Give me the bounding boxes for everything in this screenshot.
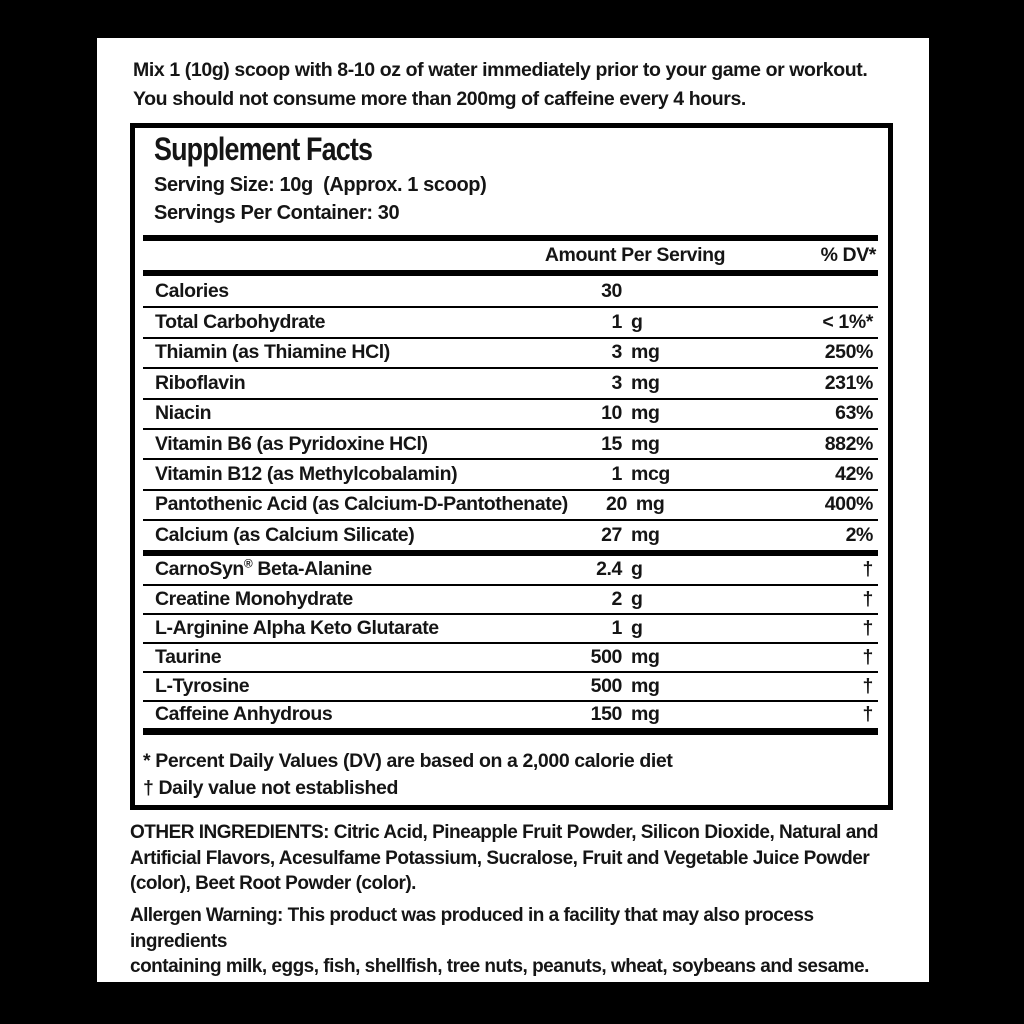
row-amount-number: 2 [611, 588, 622, 611]
allergen-warning [130, 903, 915, 980]
row-label: Total Carbohydrate [155, 311, 326, 334]
other-ingredients-line3: (color), Beet Root Powder (color). [130, 873, 416, 895]
row-label: Pantothenic Acid (as Calcium-D-Pantothenate) [155, 493, 568, 516]
usage-directions-line2: You should not consume more than 200mg of caffeine every 4 hours. [133, 87, 746, 110]
row-daily-value: < 1%* [822, 311, 873, 334]
row-amount-unit: mg [631, 523, 660, 546]
row-daily-value: 63% [835, 402, 873, 425]
row-amount-number: 30 [601, 279, 622, 302]
table-header-row [143, 241, 878, 270]
row-amount-number: 2.4 [596, 558, 622, 581]
row-amount-unit: mg [631, 402, 660, 425]
row-amount-unit: mcg [631, 463, 670, 486]
row-amount [563, 372, 723, 395]
divider-bar-bottom [143, 728, 878, 735]
row-amount [563, 703, 723, 726]
row-amount-number: 500 [590, 645, 622, 668]
row-amount-number: 1 [611, 311, 622, 334]
row-amount-unit: mg [631, 674, 660, 697]
row-label: Taurine [155, 645, 222, 668]
row-label: Thiamin (as Thiamine HCl) [155, 341, 390, 364]
table-row [143, 276, 878, 306]
row-label: Riboflavin [155, 371, 246, 394]
row-label: CarnoSyn® Beta-Alanine [155, 556, 372, 581]
row-label: Calcium (as Calcium Silicate) [155, 523, 415, 546]
usage-directions-line1: Mix 1 (10g) scoop with 8-10 oz of water immediately prior to your game or workout. [133, 59, 868, 81]
table-row [143, 519, 878, 549]
row-amount-unit: mg [631, 645, 660, 668]
row-label: Vitamin B12 (as Methylcobalamin) [155, 463, 458, 486]
row-amount-number: 10 [601, 402, 622, 425]
row-amount [563, 588, 723, 611]
row-amount-unit: g [631, 588, 643, 611]
serving-info [154, 172, 888, 227]
row-daily-value: 250% [824, 341, 873, 364]
other-ingredients [130, 820, 915, 897]
row-daily-value: 2% [845, 523, 873, 546]
row-amount [563, 341, 723, 364]
row-amount [563, 433, 723, 456]
row-amount-unit: mg [631, 341, 660, 364]
ingredient-rows [143, 556, 878, 729]
serving-size: Serving Size: 10g (Approx. 1 scoop) [154, 174, 487, 196]
row-daily-value: 400% [824, 493, 873, 516]
allergen-warning-line1 [130, 903, 915, 954]
row-amount-unit: g [631, 617, 643, 639]
row-daily-value: 42% [835, 463, 873, 486]
row-amount-unit: g [631, 311, 643, 334]
row-amount-number: 20 [606, 493, 627, 516]
row-amount [568, 493, 728, 516]
row-amount-unit: mg [631, 371, 660, 394]
table-row [143, 613, 878, 642]
row-daily-value: † [862, 645, 873, 668]
row-amount [563, 463, 723, 486]
allergen-warning-label: Allergen Warning [130, 905, 277, 926]
row-daily-value: † [862, 558, 873, 581]
row-amount-unit: mg [635, 493, 665, 516]
row-amount-number: 1 [611, 463, 622, 486]
row-label: L-Tyrosine [155, 674, 250, 697]
table-row [143, 367, 878, 397]
row-amount-unit: mg [631, 703, 660, 726]
row-amount [563, 524, 723, 547]
row-amount-unit: g [631, 558, 643, 581]
supplement-facts-box [130, 123, 893, 810]
row-amount-unit: mg [631, 432, 660, 455]
allergen-warning-line2: containing milk, eggs, fish, shellfish, tree nuts, peanuts, wheat, soybeans and sesame. [130, 956, 869, 978]
row-daily-value: 231% [824, 371, 873, 394]
row-amount-number: 150 [590, 703, 622, 726]
row-label: Creatine Monohydrate [155, 588, 353, 611]
row-amount [563, 675, 723, 698]
table-row [143, 428, 878, 458]
table-row [143, 700, 878, 729]
nutrient-rows [143, 276, 878, 550]
other-ingredients-line1: OTHER INGREDIENTS: Citric Acid, Pineapple Fruit Powder, Silicon Dioxide, Natural and [130, 822, 879, 843]
table-row [143, 642, 878, 671]
row-amount-number: 3 [611, 341, 622, 364]
row-daily-value: 882% [824, 432, 873, 455]
row-label: Vitamin B6 (as Pyridoxine HCl) [155, 432, 428, 455]
row-amount [563, 402, 723, 425]
row-amount [563, 280, 723, 303]
label-panel [97, 38, 929, 982]
row-amount [563, 617, 723, 640]
table-row [143, 584, 878, 613]
row-label: Calories [155, 279, 229, 302]
row-daily-value: † [862, 588, 873, 611]
row-amount [563, 558, 723, 581]
column-header-dv: % DV* [820, 244, 876, 266]
other-ingredients-line2: Artificial Flavors, Acesulfame Potassium, Sucralose, Fruit and Vegetable Juice Powder [130, 847, 870, 869]
row-daily-value: † [862, 674, 873, 697]
row-label: L-Arginine Alpha Keto Glutarate [155, 617, 439, 639]
row-amount [563, 646, 723, 669]
row-label: Niacin [155, 402, 212, 425]
row-daily-value: † [862, 617, 873, 639]
servings-per-container: Servings Per Container: 30 [154, 201, 400, 224]
row-daily-value: † [862, 703, 873, 726]
table-row [143, 671, 878, 700]
footnote-dv: * Percent Daily Values (DV) are based on a 2,000 calorie diet [143, 750, 673, 773]
row-amount-number: 500 [590, 674, 622, 697]
table-row [143, 337, 878, 367]
row-amount-number: 3 [611, 371, 622, 394]
row-amount [563, 311, 723, 334]
table-row [143, 556, 878, 585]
facts-table [143, 235, 878, 735]
table-row [143, 398, 878, 428]
usage-directions [133, 56, 908, 113]
table-row [143, 458, 878, 488]
table-row [143, 489, 878, 519]
column-header-amount: Amount Per Serving [544, 244, 726, 266]
supplement-facts-title: Supplement Facts [154, 131, 373, 167]
row-label: Caffeine Anhydrous [155, 703, 333, 726]
footnote-dagger: † Daily value not established [143, 776, 398, 799]
table-row [143, 306, 878, 336]
footnotes [143, 748, 888, 801]
row-amount-number: 1 [611, 617, 622, 639]
row-amount-number: 27 [601, 523, 622, 546]
row-amount-number: 15 [601, 432, 622, 455]
allergen-warning-text: : This product was produced in a facility that may also process ingredients [130, 905, 819, 952]
